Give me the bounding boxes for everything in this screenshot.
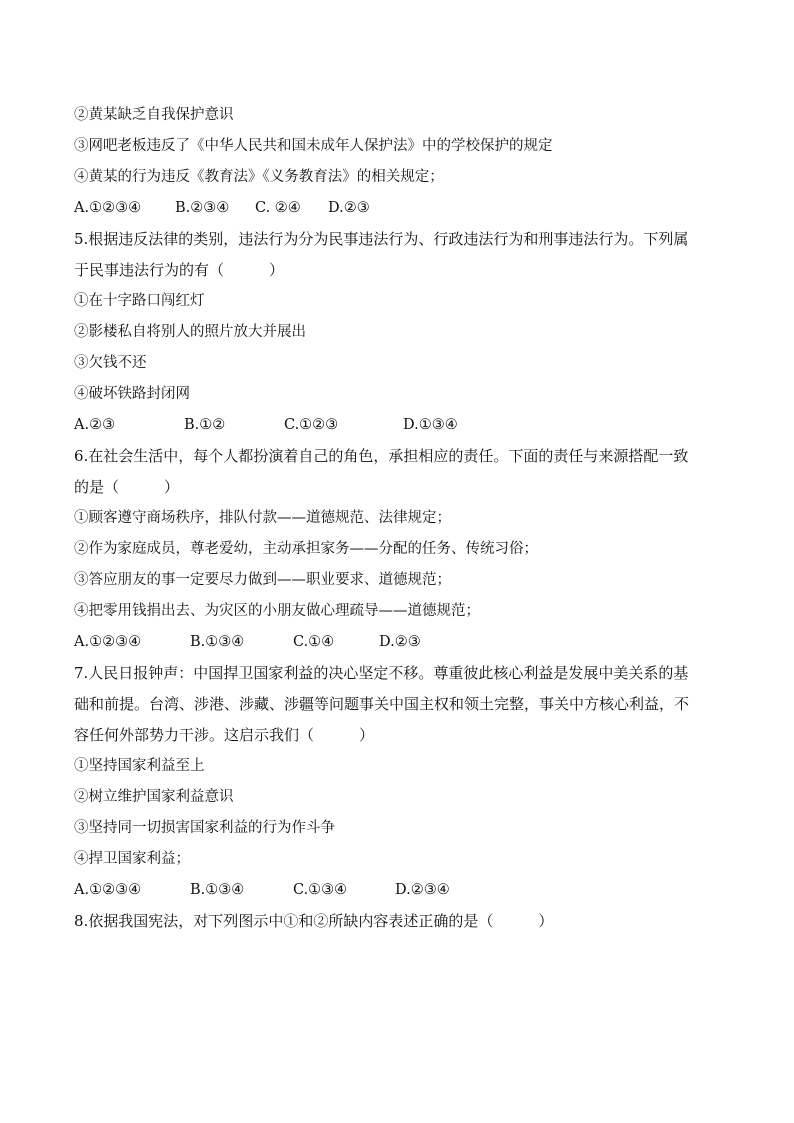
question-6-option-d: D.②③ bbox=[379, 634, 421, 650]
question-5-stem-line-1: 5.根据违反法律的类别，违法行为分为民事违法行为、行政违法行为和刑事违法行为。下列属 bbox=[74, 230, 689, 248]
question-7 bbox=[74, 658, 724, 906]
question-7-stem-line-2: 础和前提。台湾、涉港、涉藏、涉疆等问题事关中国主权和领土完整，事关中方核心利益，不 bbox=[74, 695, 690, 713]
question-7-options bbox=[74, 875, 724, 906]
question-6-option-c: C.①④ bbox=[293, 634, 335, 650]
question-7-option-d: D.②③④ bbox=[395, 882, 450, 898]
question-7-item-3: ③坚持同一切损害国家利益的行为作斗争 bbox=[74, 820, 335, 836]
question-6-item-2: ②作为家庭成员，尊老爱幼，主动承担家务——分配的任务、传统习俗； bbox=[74, 541, 538, 557]
question-6 bbox=[74, 441, 724, 658]
question-4-option-d: D.②③ bbox=[328, 200, 370, 216]
question-5-options bbox=[74, 410, 724, 441]
question-6-stem-line-1: 6.在社会生活中，每个人都扮演着自己的角色，承担相应的责任。下面的责任与来源搭配一致 bbox=[74, 447, 689, 465]
question-8-stem-line-1: 8.依据我国宪法，对下列图示中①和②所缺内容表述正确的是（ ） bbox=[74, 912, 554, 930]
question-7-item-2: ②树立维护国家利益意识 bbox=[74, 789, 234, 805]
question-6-option-b: B.①③④ bbox=[190, 634, 245, 650]
question-6-options bbox=[74, 627, 724, 658]
question-4-option-a: A.①②③④ bbox=[74, 200, 142, 216]
question-4-option-c: C. ②④ bbox=[255, 200, 301, 216]
question-4-item-4: ④黄某的行为违反《教育法》《义务教育法》的相关规定； bbox=[74, 169, 444, 185]
question-7-option-b: B.①③④ bbox=[190, 882, 245, 898]
question-6-stem-line-2: 的是（ ） bbox=[74, 478, 180, 496]
question-6-item-4: ④把零用钱捐出去、为灾区的小朋友做心理疏导——道德规范； bbox=[74, 603, 480, 619]
question-6-item-1: ①顾客遵守商场秩序，排队付款——道德规范、法律规定； bbox=[74, 510, 451, 526]
question-6-option-a: A.①②③④ bbox=[74, 634, 142, 650]
question-5-option-b: B.①② bbox=[184, 417, 226, 433]
question-4 bbox=[74, 100, 724, 224]
question-7-item-1: ①坚持国家利益至上 bbox=[74, 758, 205, 774]
question-4-item-3: ③网吧老板违反了《中华人民共和国未成年人保护法》中的学校保护的规定 bbox=[74, 138, 553, 154]
question-7-item-4: ④捍卫国家利益； bbox=[74, 851, 190, 867]
question-5-option-c: C.①②③ bbox=[284, 417, 339, 433]
question-5-item-2: ②影楼私自将别人的照片放大并展出 bbox=[74, 324, 306, 340]
question-4-options bbox=[74, 193, 724, 224]
question-7-stem-line-3: 容任何外部势力干涉。这启示我们（ ） bbox=[74, 726, 375, 744]
question-5-stem-line-2: 于民事违法行为的有（ ） bbox=[74, 261, 285, 279]
question-5-option-d: D.①③④ bbox=[403, 417, 458, 433]
question-7-stem-line-1: 7.人民日报钟声：中国捍卫国家利益的决心坚定不移。尊重彼此核心利益是发展中美关系的基 bbox=[74, 664, 689, 682]
question-5-item-1: ①在十字路口闯红灯 bbox=[74, 293, 205, 309]
question-8 bbox=[74, 906, 724, 937]
question-5-item-3: ③欠钱不还 bbox=[74, 355, 147, 371]
question-4-option-b: B.②③④ bbox=[175, 200, 230, 216]
question-6-item-3: ③答应朋友的事一定要尽力做到——职业要求、道德规范； bbox=[74, 572, 451, 588]
exam-page bbox=[74, 100, 724, 937]
question-7-option-a: A.①②③④ bbox=[74, 882, 142, 898]
question-5-item-4: ④破坏铁路封闭网 bbox=[74, 386, 190, 402]
question-4-item-2: ②黄某缺乏自我保护意识 bbox=[74, 107, 234, 123]
question-7-option-c: C.①③④ bbox=[293, 882, 348, 898]
question-5-option-a: A.②③ bbox=[74, 417, 116, 433]
question-5 bbox=[74, 224, 724, 441]
